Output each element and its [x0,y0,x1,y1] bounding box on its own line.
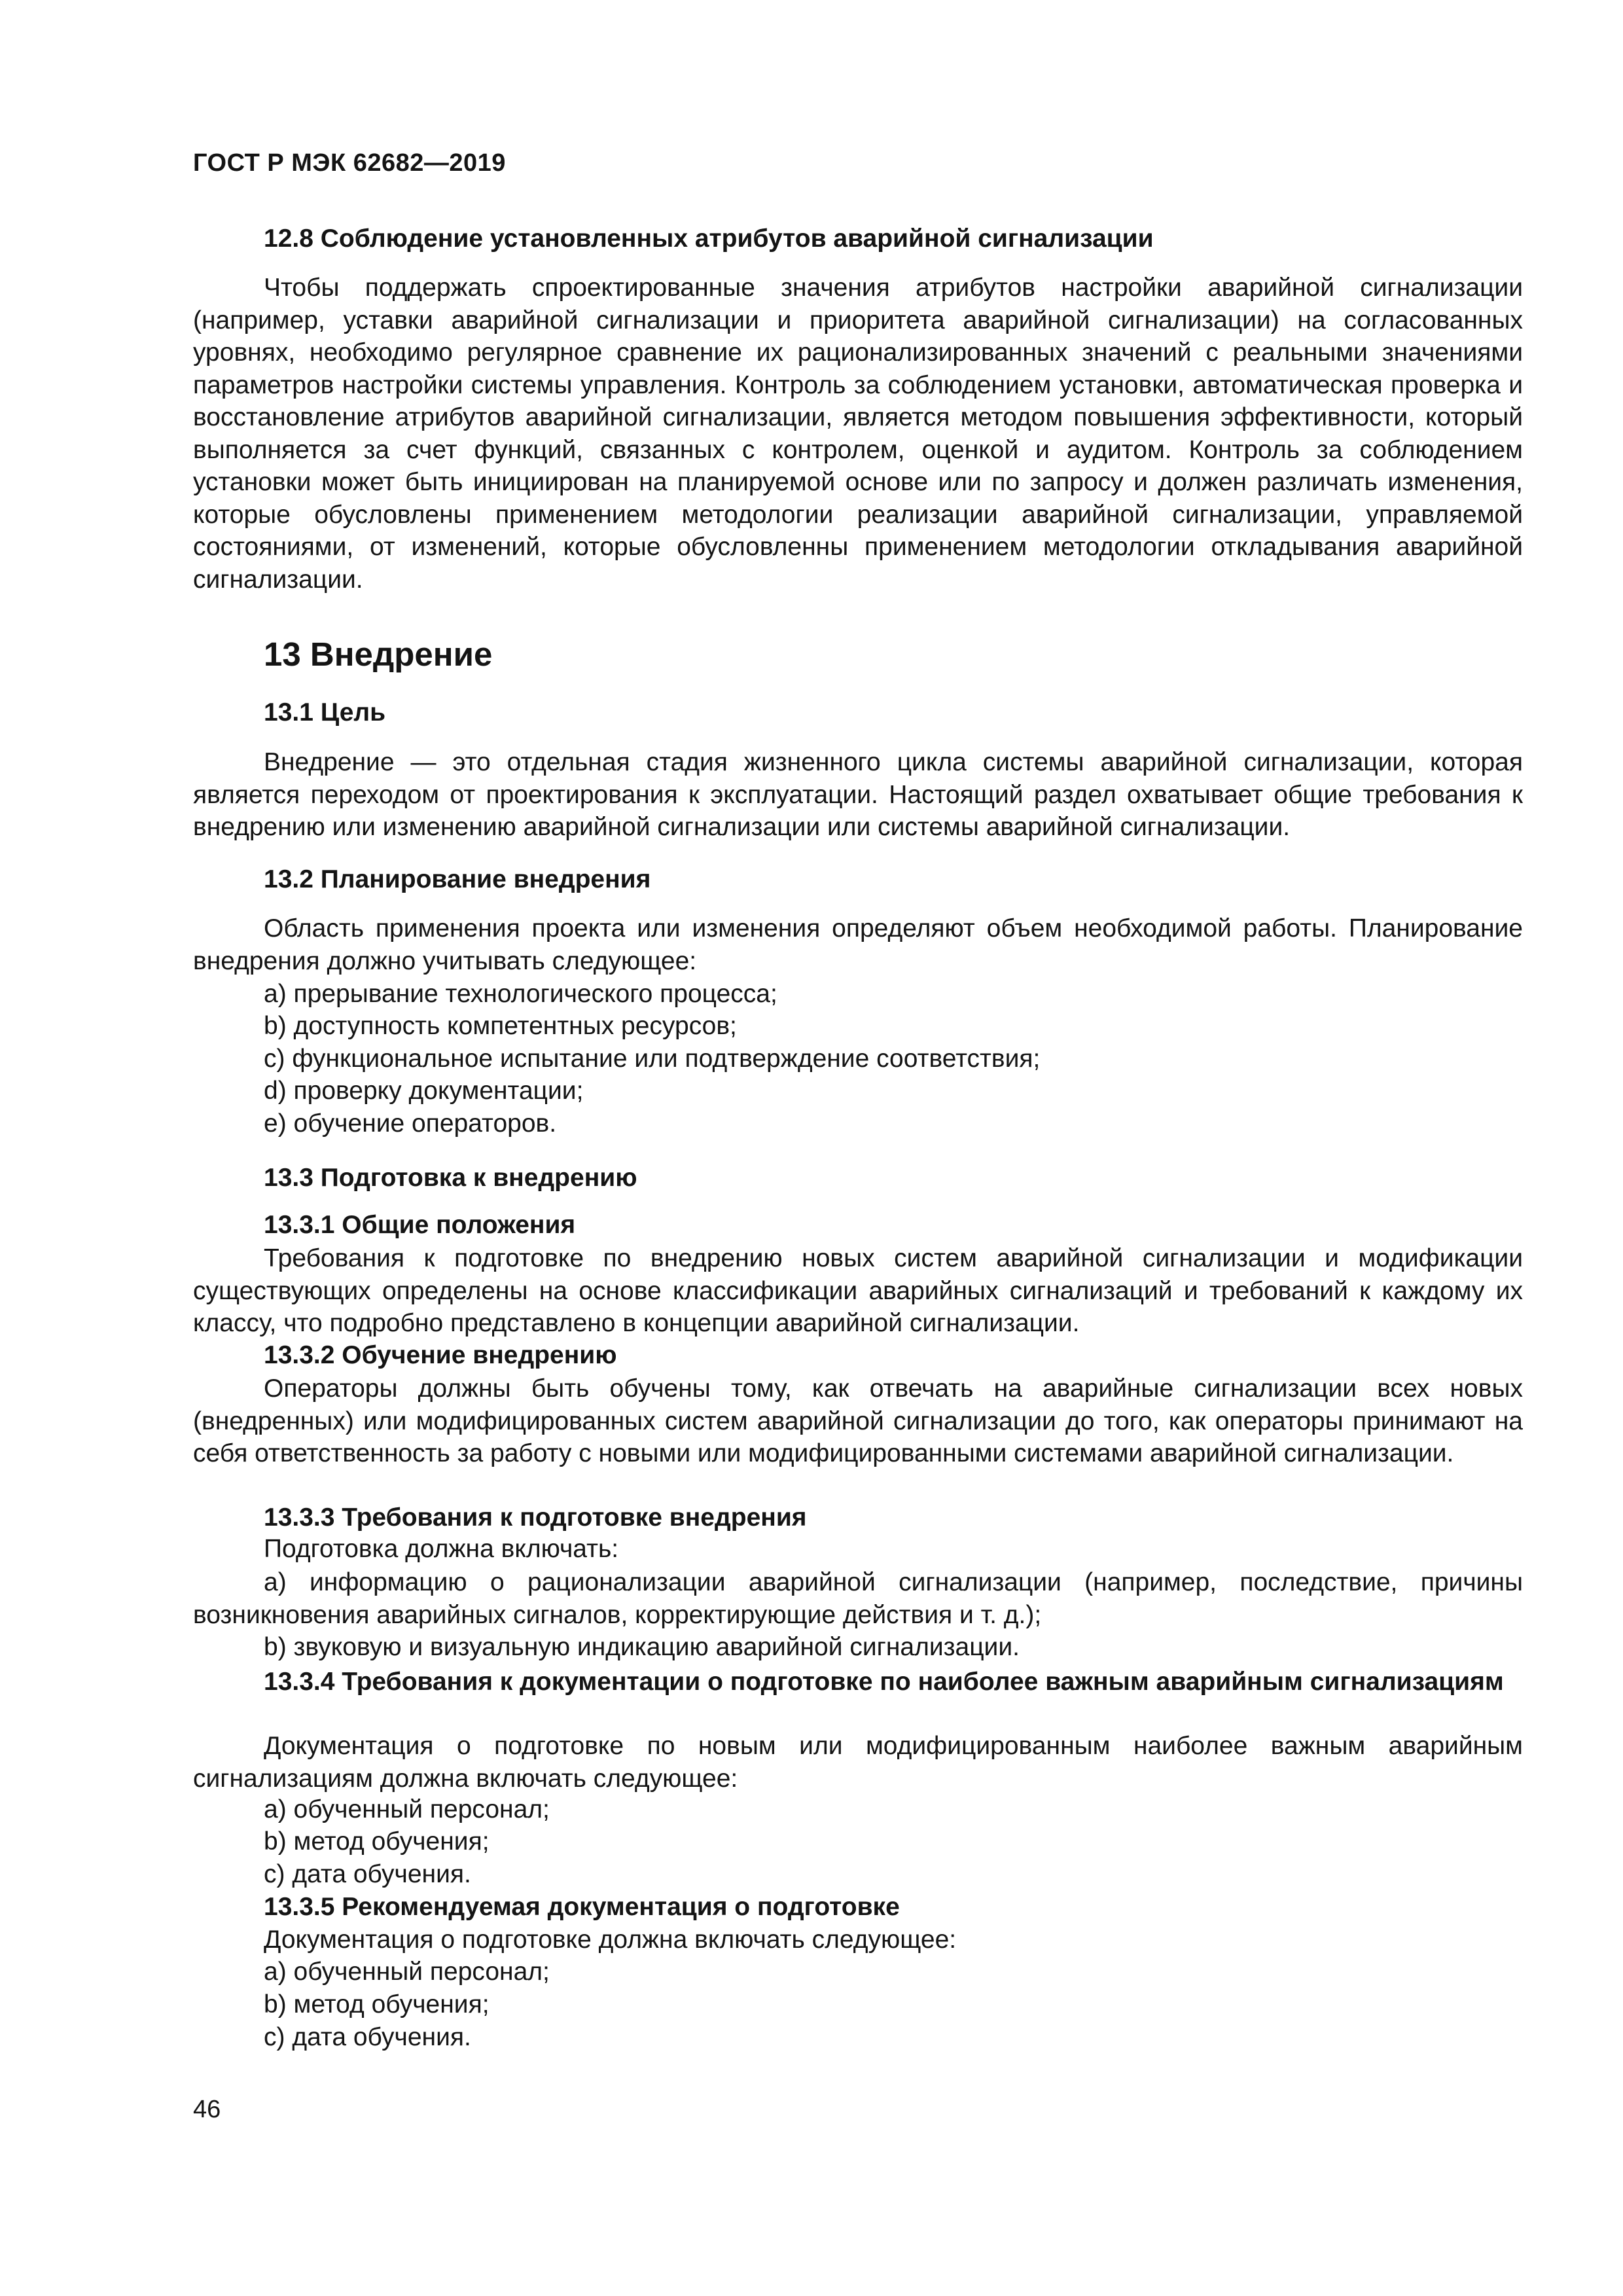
list-item: c) дата обучения. [264,1860,471,1888]
heading-13-3-5: 13.3.5 Рекомендуемая документация о подготовке [264,1893,900,1921]
heading-13-3-2: 13.3.2 Обучение внедрению [264,1341,617,1369]
list-item: a) прерывание технологического процесса; [264,980,777,1008]
paragraph-13-3-2: Операторы должны быть обучены тому, как отвечать на аварийные сигнализации всех новых (внедренных) или модифицированных систем аварийной сигнализации до того, как операторы принимают на себя ответственность за работу с новыми или модифицированными системами аварийной сигнализации. [193,1374,1523,1467]
paragraph-13-3-4: Документация о подготовке по новым или модифицированным наиболее важным аварийным сигнализациям должна включать следующее: [193,1732,1523,1793]
list-item: d) проверку документации; [264,1077,584,1105]
page-header: ГОСТ Р МЭК 62682—2019 [193,149,506,177]
list-item: b) метод обучения; [264,1827,490,1856]
paragraph-12-8: Чтобы поддержать спроектированные значения атрибутов настройки аварийной сигнализации (например, уставки аварийной сигнализации и приоритета аварийной сигнализации) на согласованных уровнях, необходимо регулярное сравнение их рационализированных значений с реальными значениями параметров настройки системы управления. Контроль за соблюдением установки, автоматическая проверка и восстановление атрибутов аварийной сигнализации, является методом повышения эффективности, который выполняется за счет функций, связанных с контролем, оценкой и аудитом. Контроль за соблюдением установки может быть инициирован на планируемой основе или по запросу и должен различать изменения, которые обусловлены применением методологии реализации аварийной сигнализации, управляемой состояниями, от изменений, которые обусловленны применением методологии откладывания аварийной сигнализации. [193,274,1523,594]
paragraph-13-2: Область применения проекта или изменения определяют объем необходимой работы. Планирование внедрения должно учитывать следующее: [193,914,1523,975]
paragraph-13-3-3-intro: Подготовка должна включать: [264,1535,619,1563]
heading-13-3-4: 13.3.4 Требования к документации о подготовке по наиболее важным аварийным сигнализациям [264,1668,1504,1696]
heading-13-3-3: 13.3.3 Требования к подготовке внедрения [264,1503,807,1532]
heading-13-1: 13.1 Цель [264,698,386,726]
list-item: b) метод обучения; [264,1990,490,2018]
heading-13: 13 Внедрение [264,636,493,673]
list-item: c) функциональное испытание или подтверждение соответствия; [264,1045,1041,1073]
heading-13-2: 13.2 Планирование внедрения [264,865,651,893]
paragraph-13-3-1: Требования к подготовке по внедрению новых систем аварийной сигнализации и модификации существующих определены на основе классификации аварийных сигнализаций и требований к каждому их классу, что подробно представлено в концепции аварийной сигнализации. [193,1244,1523,1337]
paragraph-13-3-5: Документация о подготовке должна включать следующее: [264,1926,957,1954]
heading-13-3-1: 13.3.1 Общие положения [264,1211,576,1239]
page-number: 46 [193,2096,221,2123]
list-item: a) обученный персонал; [264,1958,550,1986]
list-item: a) информацию о рационализации аварийной сигнализации (например, последствие, причины возникновения аварийных сигналов, корректирующие действия и т. д.); [193,1568,1523,1629]
list-item: b) доступность компетентных ресурсов; [264,1012,737,1040]
list-item: e) обучение операторов. [264,1109,557,1138]
list-item: c) дата обучения. [264,2023,471,2051]
heading-12-8: 12.8 Соблюдение установленных атрибутов аварийной сигнализации [264,224,1154,253]
paragraph-13-1: Внедрение — это отдельная стадия жизненного цикла системы аварийной сигнализации, которая является переходом от проектирования к эксплуатации. Настоящий раздел охватывает общие требования к внедрению или изменению аварийной сигнализации или системы аварийной сигнализации. [193,748,1523,841]
heading-13-3: 13.3 Подготовка к внедрению [264,1164,637,1192]
list-item: a) обученный персонал; [264,1795,550,1823]
list-item: b) звуковую и визуальную индикацию аварийной сигнализации. [264,1633,1020,1661]
